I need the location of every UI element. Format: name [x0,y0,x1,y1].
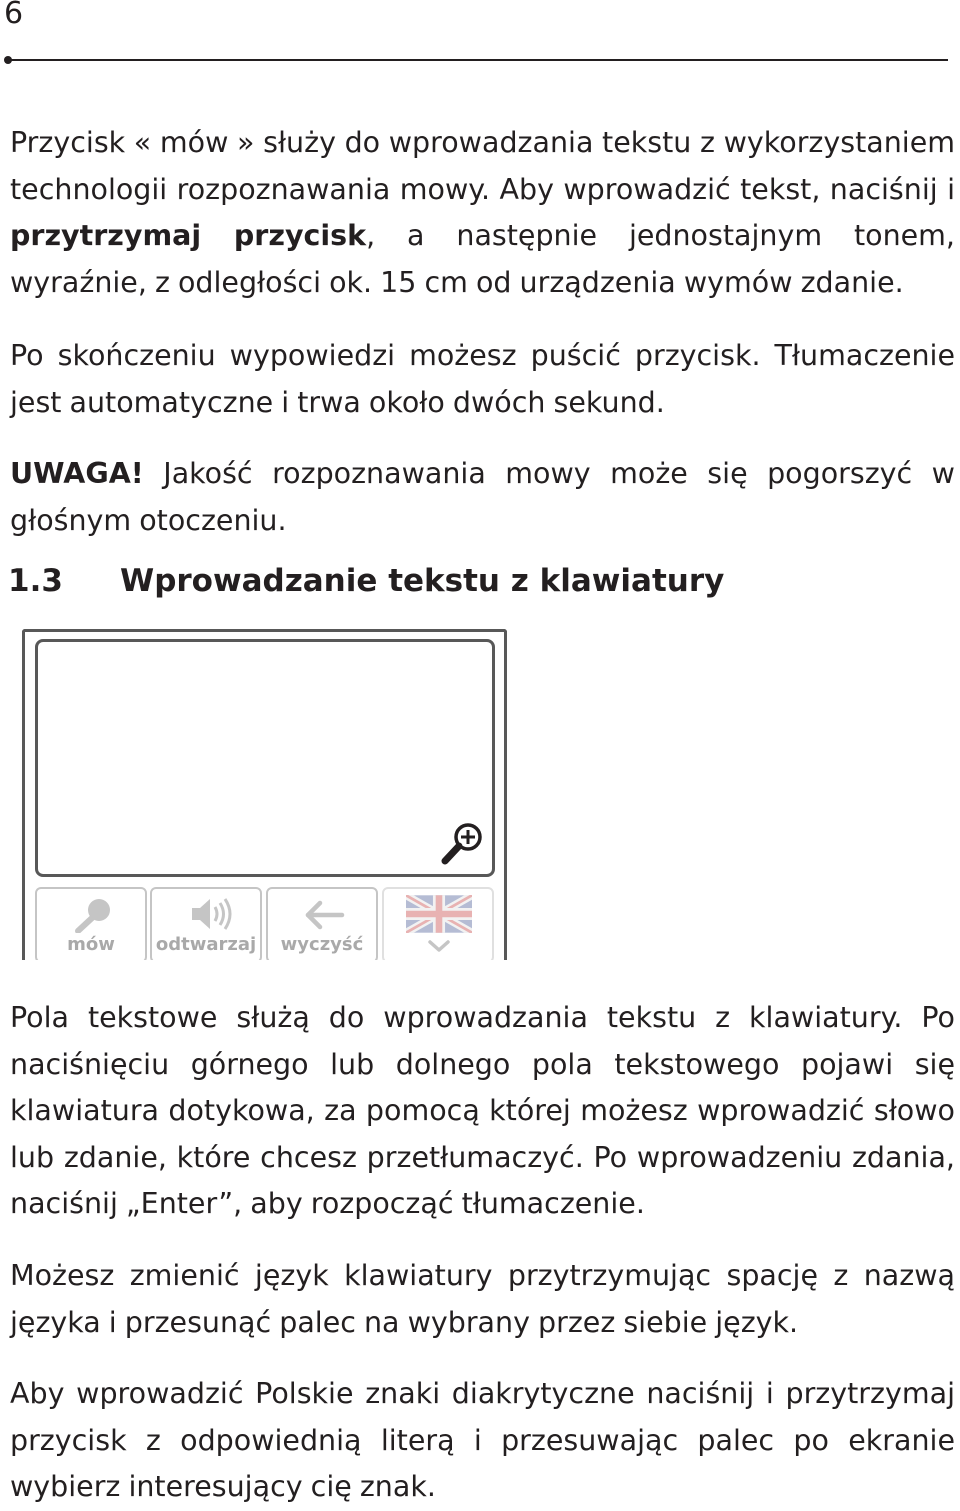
page-number: 6 [4,0,24,31]
clear-button[interactable] [266,887,378,963]
paragraph-text: Przycisk « mów » służy do wprowadzania tekstu z wykorzystaniem technologii rozpoznawania mowy. Aby wprowadzić tekst, naciśnij i [10,126,955,206]
warning-text: Jakość rozpoznawania mowy może się pogorszyć w głośnym otoczeniu. [10,457,955,537]
paragraph-text: , a następnie jednostajnym tonem, wyraźnie, z odległości ok. 15 cm od urządzenia wymów zdanie. [10,219,955,299]
paragraph-warning [10,451,955,544]
text-input-field[interactable] [35,639,495,877]
header-rule [8,59,948,61]
paragraph-keyboard-language: Możesz zmienić język klawiatury przytrzymując spację z nazwą języka i przesunąć palec na wybrany przez siebie język. [10,1259,955,1339]
uk-flag-icon [406,895,472,933]
section-heading [8,563,724,599]
section-number: 1.3 [8,563,63,599]
illustration-crop-mask [22,960,512,980]
language-select-button[interactable] [382,887,494,963]
clear-button-label: wyczyść [280,934,364,955]
back-arrow-icon [268,895,380,933]
speaker-icon [152,895,264,933]
zoom-in-icon[interactable] [439,820,487,868]
paragraph-text-fields: Pola tekstowe służą do wprowadzania tekstu z klawiatury. Po naciśnięciu górnego lub dolnego pola tekstowego pojawi się klawiatura dotykowa, za pomocą której możesz wprowadzić słowo lub zdanie, które chcesz przetłumaczyć. Po wprowadzeniu zdania, naciśnij „Enter”, aby rozpocząć tłumaczenie. [10,1001,955,1220]
microphone-icon [37,895,149,933]
paragraph-speech-button [10,120,955,306]
speak-button-label: mów [67,934,115,955]
paragraph-after-speaking: Po skończeniu wypowiedzi możesz puścić przycisk. Tłumaczenie jest automatyczne i trwa około dwóch sekund. [10,339,955,419]
play-button-label: odtwarzaj [155,934,257,955]
play-button[interactable] [150,887,262,963]
warning-label: UWAGA! [10,457,144,490]
section-title: Wprowadzanie tekstu z klawiatury [120,563,725,599]
bold-phrase: przytrzymaj przycisk [10,219,367,252]
chevron-down-icon [428,939,450,953]
device-screen-illustration [22,629,507,969]
paragraph-diacritics: Aby wprowadzić Polskie znaki diakrytyczne naciśnij i przytrzymaj przycisk z odpowiednią literą i przesuwając palec po ekranie wybierz interesujący cię znak. [10,1377,955,1503]
speak-button[interactable] [35,887,147,963]
